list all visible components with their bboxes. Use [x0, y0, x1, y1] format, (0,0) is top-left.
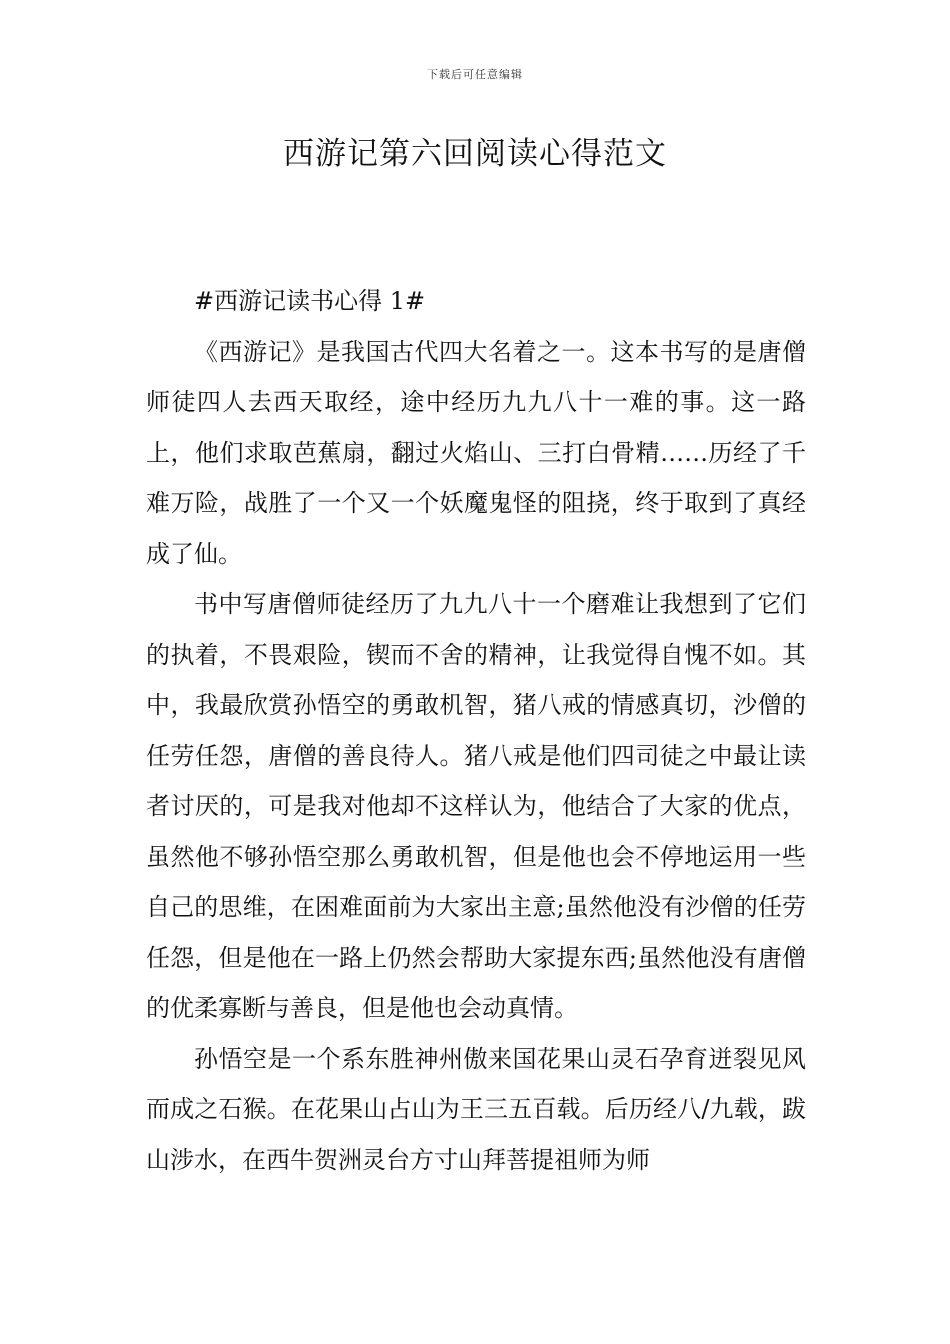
document-body	[146, 276, 806, 1185]
paragraph: 孙悟空是一个系东胜神州傲来国花果山灵石孕育迸裂见风而成之石猴。在花果山占山为王三五百载。后历经八/九载，跋山涉水，在西牛贺洲灵台方寸山拜菩提祖师为师	[146, 1044, 806, 1174]
paragraph: 《西游记》是我国古代四大名着之一。这本书写的是唐僧师徒四人去西天取经，途中经历九九八十一难的事。这一路上，他们求取芭蕉扇，翻过火焰山、三打白骨精……历经了千难万险，战胜了一个又一个妖魔鬼怪的阻挠，终于取到了真经成了仙。	[146, 337, 806, 568]
paragraph: 书中写唐僧师徒经历了九九八十一个磨难让我想到了它们的执着，不畏艰险，锲而不舍的精神，让我觉得自愧不如。其中，我最欣赏孙悟空的勇敢机智，猪八戒的情感真切，沙僧的任劳任怨，唐僧的善良待人。猪八戒是他们四司徒之中最让读者讨厌的，可是我对他却不这样认为，他结合了大家的优点，虽然他不够孙悟空那么勇敢机智，但是他也会不停地运用一些自己的思维，在困难面前为大家出主意;虽然他没有沙僧的任劳任怨，但是他在一路上仍然会帮助大家提东西;虽然他没有唐僧的优柔寡断与善良，但是他也会动真情。	[146, 590, 806, 1022]
section-heading: #西游记读书心得 1#	[194, 287, 426, 315]
header-note: 下载后可任意编辑	[427, 68, 523, 81]
document-title: 西游记第六回阅读心得范文	[283, 136, 667, 172]
